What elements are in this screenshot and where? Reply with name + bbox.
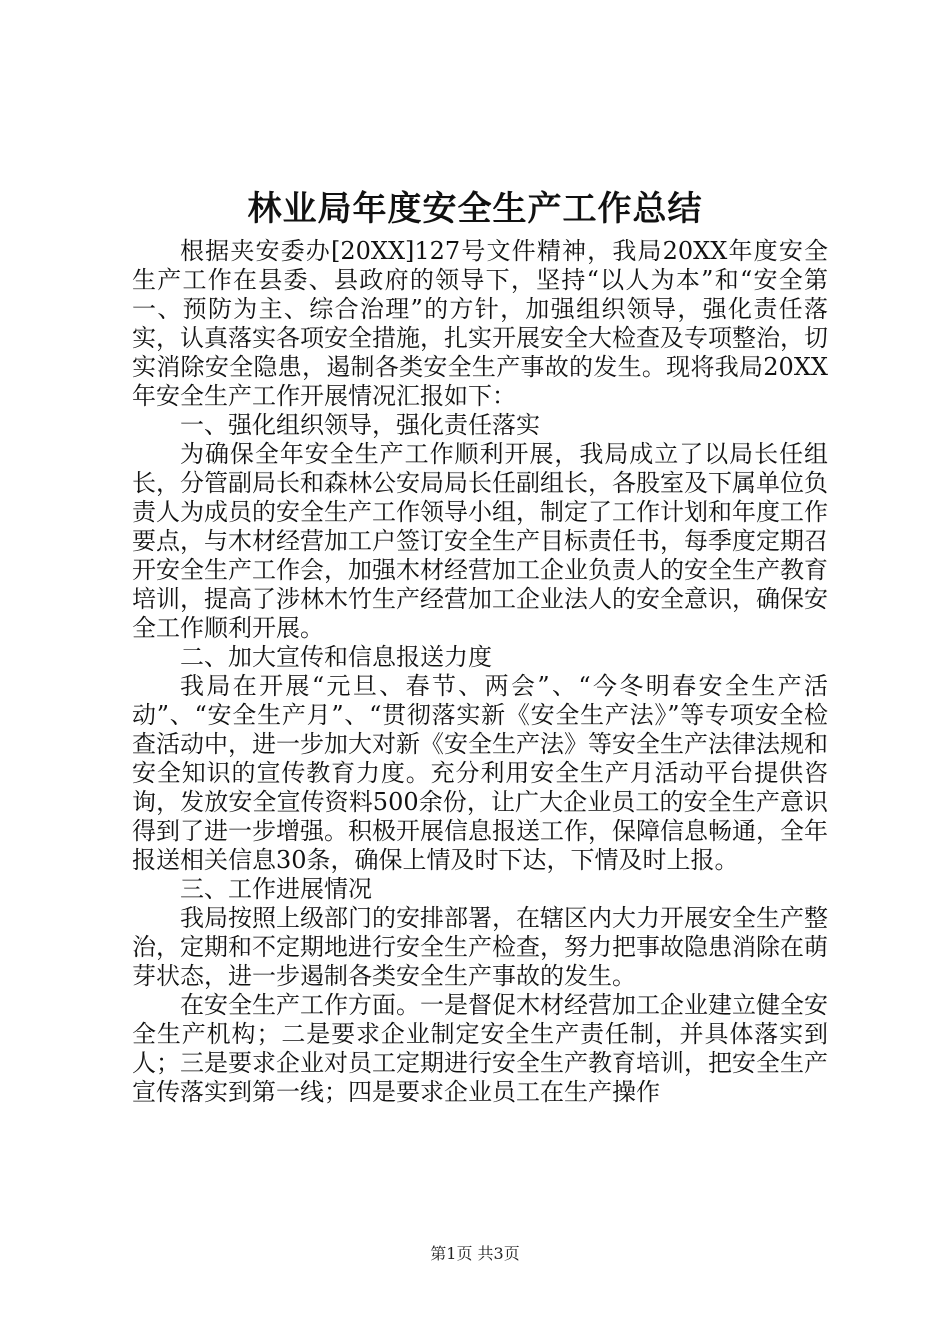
- section-3-paragraph-2: 在安全生产工作方面。一是督促木材经营加工企业建立健全安全生产机构；二是要求企业制定安全生产责任制，并具体落实到人；三是要求企业对员工定期进行安全生产教育培训，把安全生产宣传落实到第一线；四是要求企业员工在生产操作: [132, 991, 828, 1106]
- section-2-paragraph-1: 我局在开展“元旦、春节、两会”、“今冬明春安全生产活动”、“安全生产月”、“贯彻落实新《安全生产法》”等专项安全检查活动中，进一步加大对新《安全生产法》等安全生产法律法规和安全知识的宣传教育力度。充分利用安全生产月活动平台提供咨询，发放安全宣传资料500余份，让广大企业员工的安全生产意识得到了进一步增强。积极开展信息报送工作，保障信息畅通，全年报送相关信息30条，确保上情及时下达，下情及时上报。: [132, 672, 828, 874]
- section-heading-3: 三、工作进展情况: [180, 875, 372, 903]
- document-title: 林业局年度安全生产工作总结: [247, 189, 703, 229]
- section-1-paragraph-1: 为确保全年安全生产工作顺利开展，我局成立了以局长任组长，分管副局长和森林公安局局长任副组长，各股室及下属单位负责人为成员的安全生产工作领导小组，制定了工作计划和年度工作要点，与木材经营加工户签订安全生产目标责任书，每季度定期召开安全生产工作会，加强木材经营加工企业负责人的安全生产教育培训，提高了涉林木竹生产经营加工企业法人的安全意识，确保安全工作顺利开展。: [132, 440, 828, 642]
- section-heading-2: 二、加大宣传和信息报送力度: [180, 643, 492, 671]
- page-number-footer: 第1页 共3页: [430, 1244, 520, 1263]
- document-body: [132, 237, 828, 1107]
- intro-paragraph: 根据夹安委办[20XX]127号文件精神，我局20XX年度安全生产工作在县委、县政府的领导下，坚持“以人为本”和“安全第一、预防为主、综合治理”的方针，加强组织领导，强化责任落实，认真落实各项安全措施，扎实开展安全大检查及专项整治，切实消除安全隐患，遏制各类安全生产事故的发生。现将我局20XX年安全生产工作开展情况汇报如下：: [132, 237, 828, 410]
- section-heading-1: 一、强化组织领导，强化责任落实: [180, 411, 540, 439]
- section-3-paragraph-1: 我局按照上级部门的安排部署，在辖区内大力开展安全生产整治，定期和不定期地进行安全生产检查，努力把事故隐患消除在萌芽状态，进一步遏制各类安全生产事故的发生。: [132, 904, 828, 990]
